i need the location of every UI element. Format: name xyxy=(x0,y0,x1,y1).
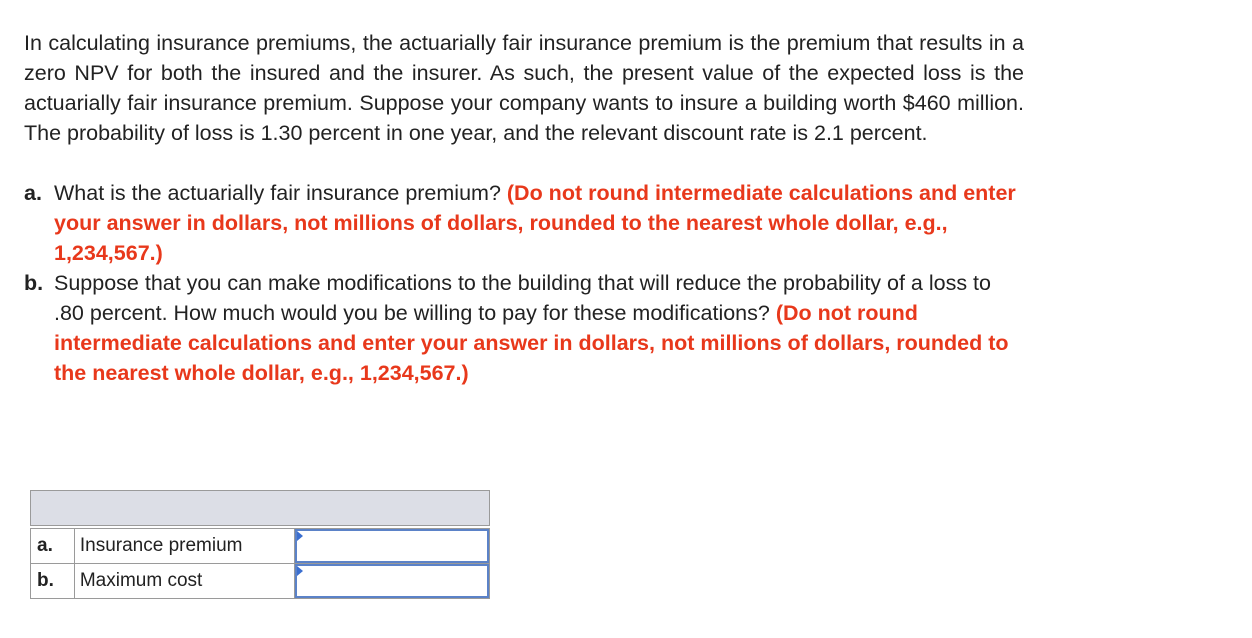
part-b-instruction: (Do not round intermediate calculations and enter your answer in dollars, not millions of dollars, rounded to the nearest whole dollar, e.g., 1,234,567.) xyxy=(54,301,1009,385)
row-b-letter: b. xyxy=(31,564,75,599)
answer-table xyxy=(30,490,490,599)
part-b-text: Suppose that you can make modifications to the building that will reduce the probability of a loss to .80 percent. How much would you be willing to pay for these modifications? xyxy=(54,271,991,325)
question-part-b xyxy=(24,268,1024,388)
question-parts xyxy=(24,178,1024,388)
insurance-premium-input[interactable] xyxy=(295,529,489,563)
question-intro: In calculating insurance premiums, the actuarially fair insurance premium is the premium that results in a zero NPV for both the insured and the insurer. As such, the present value of the expected loss is the actuarially fair insurance premium. Suppose your company wants to insure a building worth $460 million. The probability of loss is 1.30 percent in one year, and the relevant discount rate is 2.1 percent. xyxy=(24,31,1024,145)
part-a-instruction: (Do not round intermediate calculations and enter your answer in dollars, not millions of dollars, rounded to the nearest whole dollar, e.g., 1,234,567.) xyxy=(54,181,1016,265)
part-b-label: b. xyxy=(24,271,44,295)
row-a-label: Insurance premium xyxy=(74,529,294,564)
table-row-maximum-cost xyxy=(31,564,490,599)
answer-table-header-cell xyxy=(31,491,490,526)
input-marker-icon xyxy=(297,531,303,541)
part-a-text: What is the actuarially fair insurance premium? xyxy=(54,181,501,205)
question-block xyxy=(24,28,1024,388)
question-part-a xyxy=(24,178,1024,268)
table-row-insurance-premium xyxy=(31,529,490,564)
input-marker-icon xyxy=(297,566,303,576)
row-a-letter: a. xyxy=(31,529,75,564)
maximum-cost-input[interactable] xyxy=(295,564,489,598)
row-b-label: Maximum cost xyxy=(74,564,294,599)
answer-table-header xyxy=(31,491,490,526)
part-a-label: a. xyxy=(24,181,42,205)
row-a-input-cell xyxy=(295,529,490,564)
row-b-input-cell xyxy=(295,564,490,599)
